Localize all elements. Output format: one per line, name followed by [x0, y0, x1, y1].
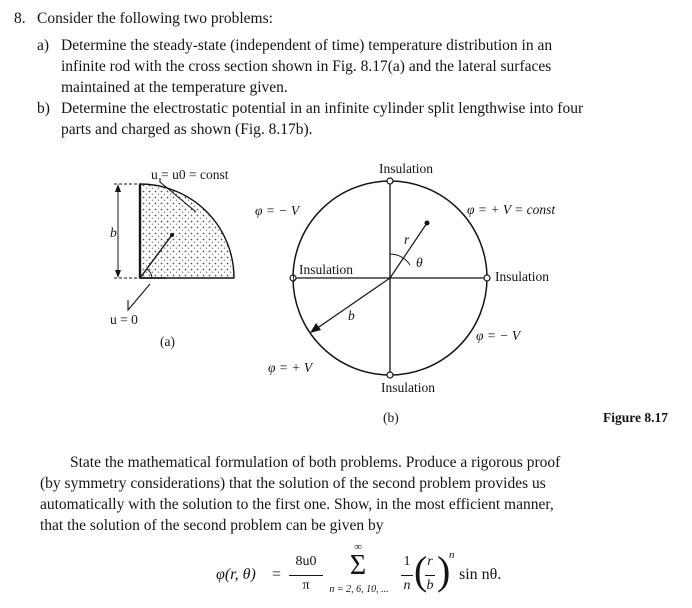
figure-a-b-label: b [110, 225, 117, 240]
quarter-disk-region [140, 184, 234, 278]
part-b-line-2: parts and charged as shown (Fig. 8.17b). [61, 121, 313, 138]
insulation-node-top [387, 178, 393, 184]
part-a-line-2: infinite rod with the cross section shown in Fig. 8.17(a) and the lateral surfaces [61, 58, 552, 75]
insulation-right-label: Insulation [495, 269, 549, 284]
part-a-line-1: Determine the steady-state (independent of time) temperature distribution in an [61, 37, 553, 54]
paren-left: ( [414, 548, 428, 593]
problem-number: 8. [14, 10, 26, 27]
fraction-numerator: 8u0 [295, 554, 317, 569]
part-a-marker: a) [37, 37, 50, 54]
equation-tail: sin nθ. [459, 566, 502, 583]
figure-a-bottom-label: u = 0 [110, 312, 138, 327]
insulation-left-label: Insulation [299, 262, 353, 277]
figure-a-diagram [100, 160, 260, 360]
part-b-line-1: Determine the electrostatic potential in an infinite cylinder split lengthwise into four [61, 100, 584, 117]
insulation-bottom-label: Insulation [381, 380, 435, 395]
part-b-marker: b) [37, 100, 50, 117]
sum-lower-limit: n = 2, 6, 10, ... [329, 584, 389, 595]
phi-bottom-right-label: φ = − V [476, 328, 521, 343]
fraction-bar [289, 575, 323, 576]
ratio-numerator: r [427, 554, 433, 569]
insulation-top-label: Insulation [379, 161, 433, 176]
coef-bar [401, 575, 413, 576]
ratio-bar [425, 575, 435, 576]
body-line-3: automatically with the solution to the first one. Show, in the most efficient manner, [40, 496, 554, 513]
equation-equals: = [272, 566, 282, 583]
ratio-denominator: b [426, 578, 434, 593]
pointer-bottom [128, 284, 150, 310]
problem-intro: Consider the following two problems: [37, 10, 273, 27]
figure-a-top-label: u = u0 = const [151, 167, 229, 182]
sum-upper-limit: ∞ [354, 541, 362, 553]
phi-bottom-left-label: φ = + V [268, 360, 313, 375]
theta-label: θ [416, 255, 423, 270]
paren-right: ) [437, 548, 451, 593]
b-radius-label: b [348, 308, 355, 323]
power-exponent: n [449, 549, 455, 561]
phi-top-left-label: φ = − V [255, 203, 300, 218]
sum-symbol: Σ [349, 550, 367, 581]
coef-numerator: 1 [403, 554, 411, 569]
insulation-node-bottom [387, 372, 393, 378]
body-line-2: (by symmetry considerations) that the solution of the second problem provides us [40, 475, 546, 492]
phi-top-right-label: φ = + V = const [467, 202, 556, 217]
part-a-line-3: maintained at the temperature given. [61, 79, 288, 96]
insulation-node-right [484, 275, 490, 281]
body-line-4: that the solution of the second problem can be given by [40, 517, 384, 534]
coef-denominator: n [403, 578, 411, 593]
equation-lhs: φ(r, θ) [216, 566, 256, 583]
fraction-denominator: π [302, 578, 310, 593]
figure-label: Figure 8.17 [603, 410, 668, 425]
figure-a-caption: (a) [160, 334, 175, 349]
body-line-1: State the mathematical formulation of both problems. Produce a rigorous proof [70, 454, 561, 471]
figure-b-caption: (b) [383, 410, 399, 425]
r-label: r [404, 232, 410, 247]
